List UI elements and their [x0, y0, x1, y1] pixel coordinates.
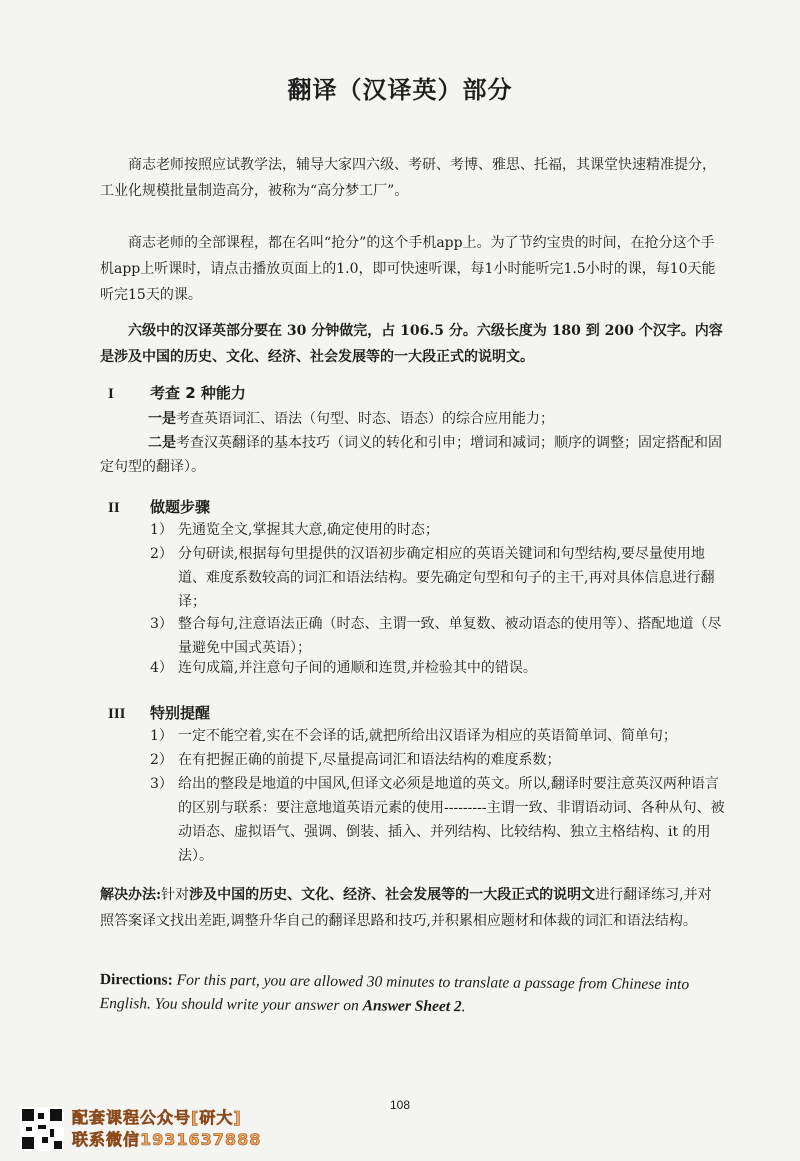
promo-line-2: 联系微信1931637888 — [72, 1130, 262, 1149]
item-number: 4） — [150, 660, 173, 676]
section-1-number: I — [108, 386, 114, 402]
solution-paragraph — [100, 882, 725, 934]
section-2-item — [150, 518, 725, 542]
item-text: 先通览全文,掌握其大意,确定使用的时态； — [178, 522, 439, 538]
directions-text: For this part, you are allowed 30 minutes to translate a passage from Chinese into English. You should write your answer on — [99, 971, 690, 1015]
item-text: 在有把握正确的前提下,尽量提高词汇和语法结构的难度系数； — [178, 752, 561, 768]
section-3-heading — [108, 702, 210, 723]
section-3-number: III — [108, 706, 126, 722]
item-text: 给出的整段是地道的中国风,但译文必须是地道的英文。所以,翻译时要注意英汉两种语言的区别与联系：要注意地道英语元素的使用---------主谓一致、非谓语动词、各种从句、被动语态、虚拟语气、强调、倒装、插入、并列结构、比较结构、独立主格结构、it 的用法）。 — [178, 776, 725, 864]
section-3-item — [150, 772, 725, 868]
qr-code-icon — [20, 1107, 64, 1151]
promo-line-1: 配套课程公众号[研大] — [72, 1108, 242, 1127]
solution-label: 解决办法: — [100, 887, 162, 903]
item-number: 1） — [150, 522, 173, 538]
item-number: 1） — [150, 728, 173, 744]
solution-bold: 涉及中国的历史、文化、经济、社会发展等的一大段正式的说明文 — [189, 887, 596, 903]
solution-post: 进行翻译练习,并对照答案译文找出差距,调整升华自己的翻译思路和技巧,并积累相应题材和体裁的词汇和语法结构。 — [100, 887, 712, 929]
section-1-heading — [108, 382, 246, 403]
item-number: 3） — [150, 776, 173, 792]
section-2-item — [150, 542, 725, 614]
section-2-item — [150, 612, 725, 660]
section-1-line-1-text: 考查英语词汇、语法（句型、时态、语态）的综合应用能力； — [176, 411, 554, 427]
section-2-number: II — [108, 500, 120, 516]
directions-paragraph — [100, 968, 740, 1022]
footer-promo — [20, 1105, 261, 1153]
section-2-heading — [108, 496, 210, 517]
directions-label: Directions: — [99, 970, 173, 989]
section-1-line-2-lead: 二是 — [148, 435, 176, 451]
intro-paragraph-2: 商志老师的全部课程，都在名叫“抢分”的这个手机app上。为了节约宝贵的时间，在抢分这个手机app上听课时，请点击播放页面上的1.0，即可快速听课，每1小时能听完1.5小时的课，每10天能听完15天的课。 — [100, 235, 716, 303]
section-3-item — [150, 724, 725, 748]
section-1-title: 考查 2 种能力 — [150, 384, 246, 402]
directions-end: . — [461, 998, 466, 1016]
section-1-line-1-lead: 一是 — [148, 411, 176, 427]
solution-pre: 针对 — [161, 887, 190, 903]
item-text: 一定不能空着,实在不会译的话,就把所给出汉语译为相应的英语简单词、简单句； — [178, 728, 677, 744]
item-text: 整合每句,注意语法正确（时态、主谓一致、单复数、被动语态的使用等）、搭配地道（尽量避免中国式英语）； — [178, 616, 722, 656]
item-text: 分句研读,根据每句里提供的汉语初步确定相应的英语关键词和句型结构,要尽量使用地道、难度系数较高的词汇和语法结构。要先确定句型和句子的主干,再对具体信息进行翻译； — [178, 546, 715, 610]
intro-paragraph-3: 六级中的汉译英部分要在 30 分钟做完，占 106.5 分。六级长度为 180 到 200 个汉字。内容是涉及中国的历史、文化、经济、社会发展等的一大段正式的说明文。 — [100, 323, 723, 365]
section-2-item — [150, 656, 725, 680]
page-title: 翻译（汉译英）部分 — [287, 76, 513, 104]
item-text: 连句成篇,并注意句子间的通顺和连贯,并检验其中的错误。 — [178, 660, 537, 676]
item-number: 2） — [150, 546, 173, 562]
section-1-line-2-text: 考查汉英翻译的基本技巧（词义的转化和引申；增词和减词；顺序的调整；固定搭配和固定句型的翻译）。 — [100, 435, 722, 475]
section-3-title: 特别提醒 — [150, 704, 211, 722]
directions-emphasis: Answer Sheet 2 — [362, 997, 462, 1016]
section-1-line-1 — [148, 407, 726, 431]
item-number: 2） — [150, 752, 173, 768]
section-1-line-2 — [100, 431, 725, 479]
promo-text — [72, 1107, 261, 1151]
intro-paragraph-1: 商志老师按照应试教学法，辅导大家四六级、考研、考博、雅思、托福，其课堂快速精准提分，工业化规模批量制造高分，被称为“高分梦工厂”。 — [100, 157, 716, 199]
section-3-item — [150, 748, 725, 772]
item-number: 3） — [150, 616, 173, 632]
page-number: 108 — [389, 1098, 411, 1112]
section-2-title: 做题步骤 — [150, 498, 211, 516]
